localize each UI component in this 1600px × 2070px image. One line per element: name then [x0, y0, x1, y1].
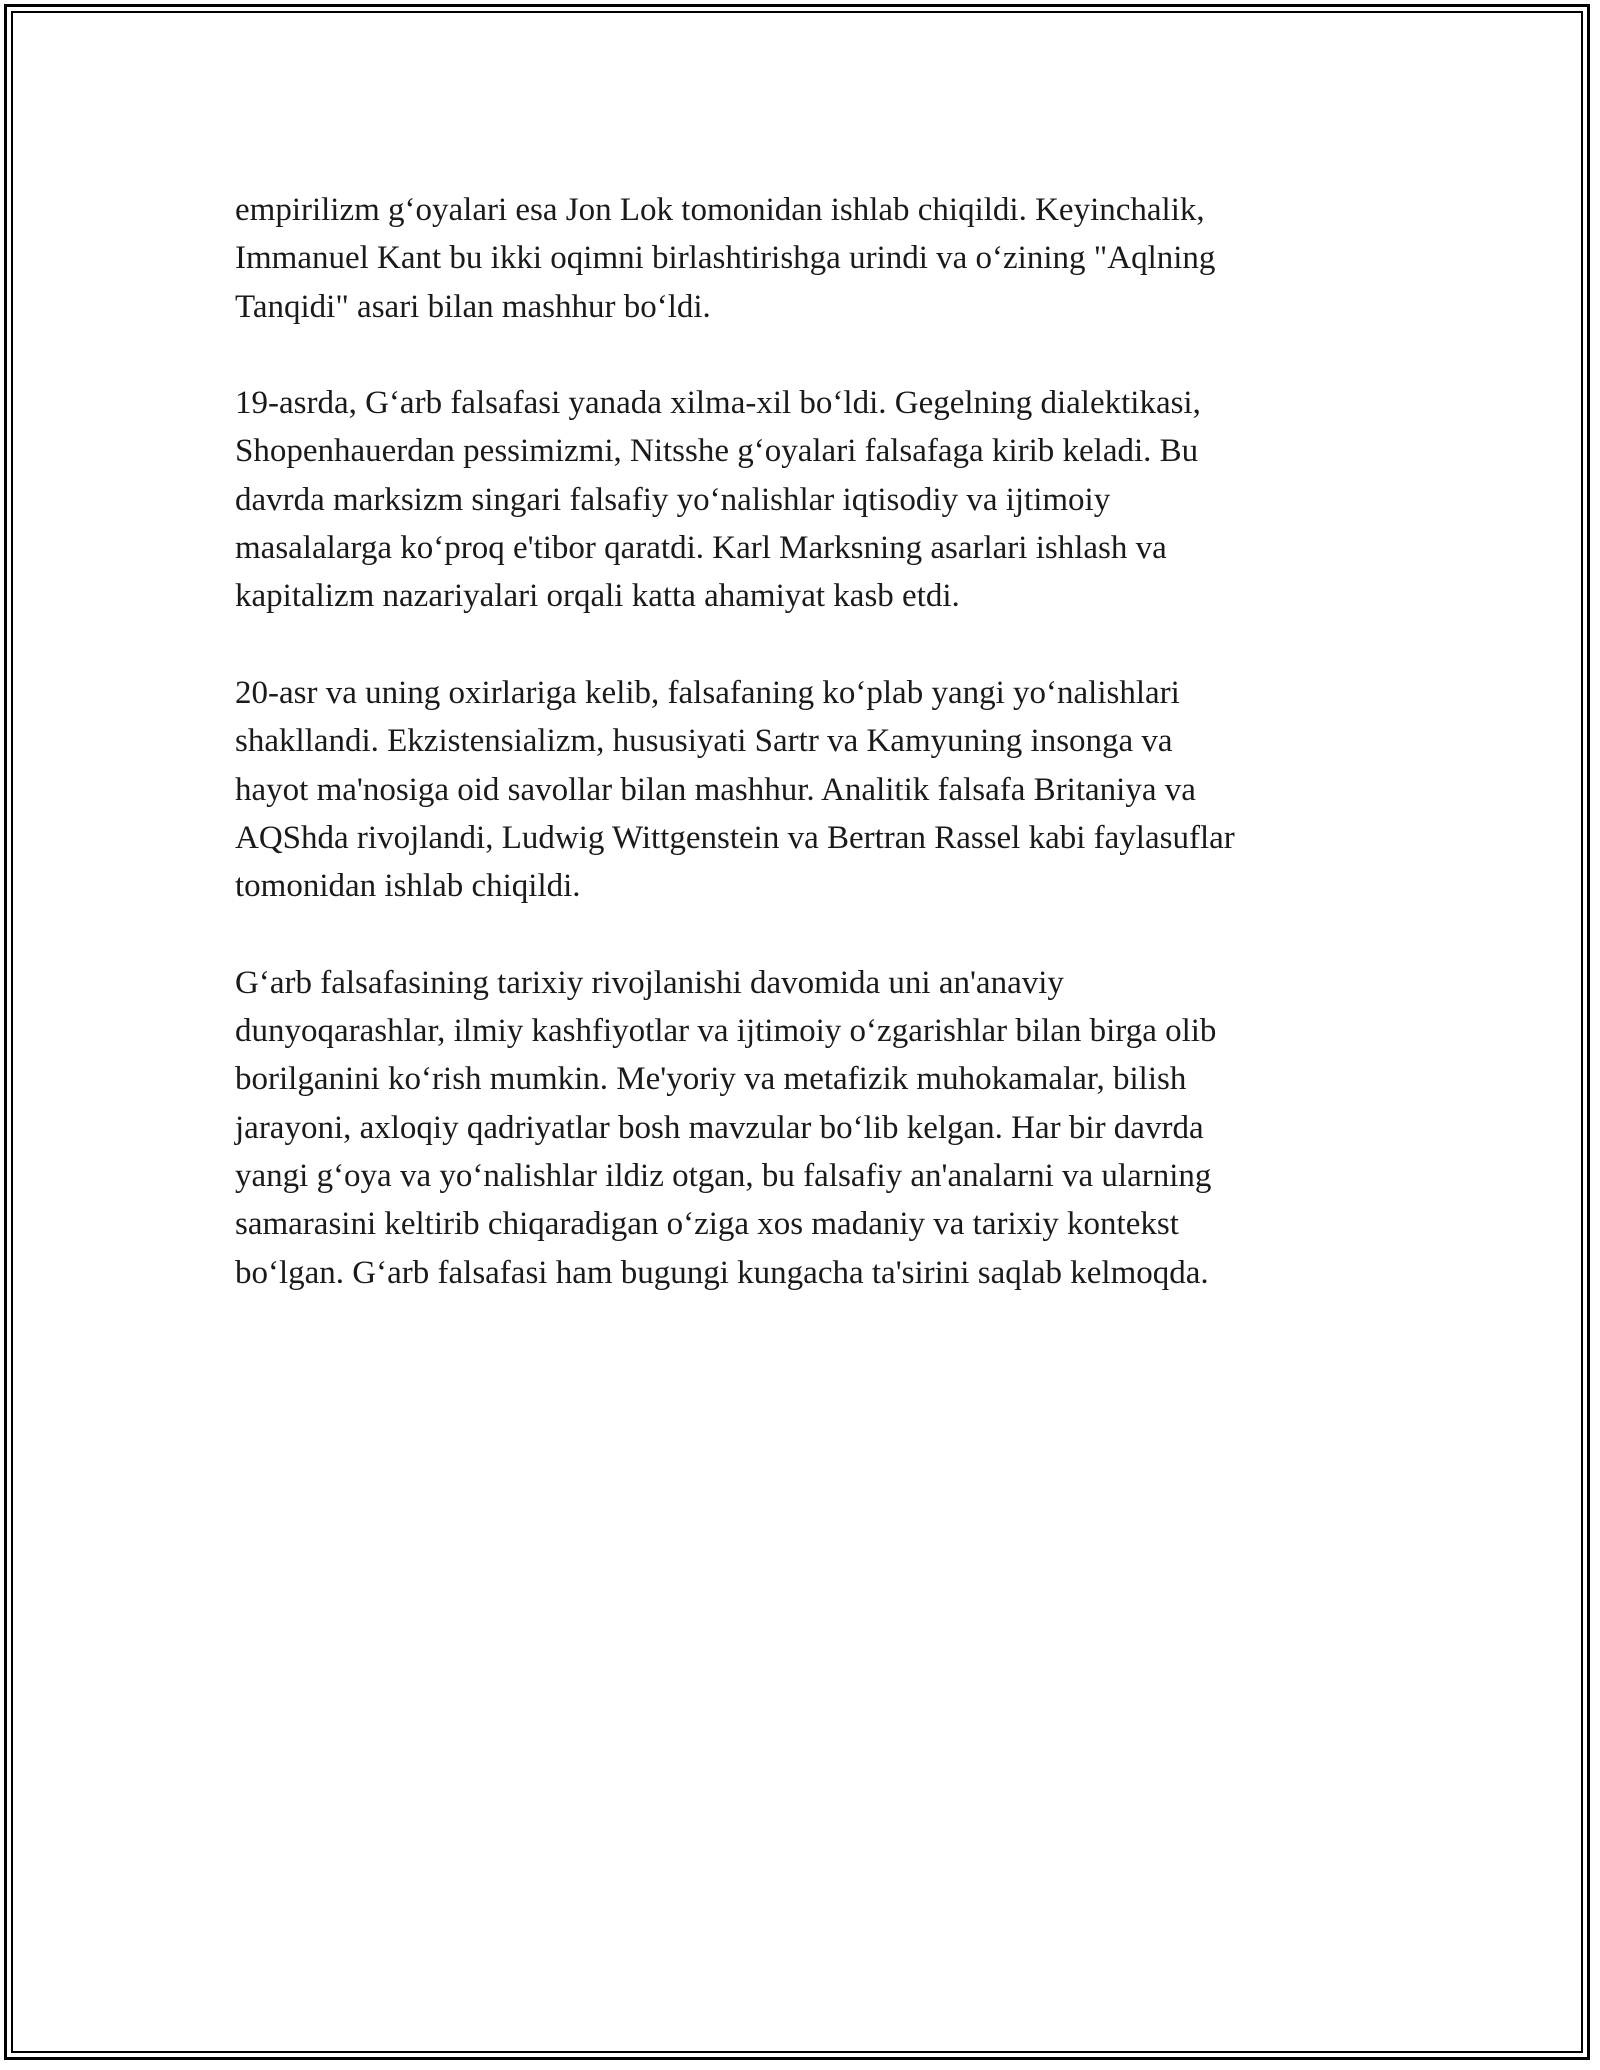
text-line: samarasini keltirib chiqaradigan o‘ziga xos madaniy va tarixiy kontekst	[235, 1206, 1179, 1243]
text-line: G‘arb falsafasining tarixiy rivojlanishi davomida uni an'anaviy	[235, 964, 1064, 1001]
text-line: Tanqidi" asari bilan mashhur bo‘ldi.	[235, 288, 711, 325]
text-line: Immanuel Kant bu ikki oqimni birlashtirishga urindi va o‘zining "Aqlning	[235, 240, 1216, 277]
text-line: 19-asrda, G‘arb falsafasi yanada xilma-xil bo‘ldi. Gegelning dialektikasi,	[235, 385, 1201, 422]
text-line: borilganini ko‘rish mumkin. Me'yoriy va metafizik muhokamalar, bilish	[235, 1061, 1187, 1098]
paragraph-20th-century	[235, 669, 1355, 910]
text-line: 20-asr va uning oxirlariga kelib, falsafaning ko‘plab yangi yo‘nalishlari	[235, 674, 1180, 711]
text-line: AQShda rivojlandi, Ludwig Wittgenstein va Bertran Rassel kabi faylasuflar	[235, 819, 1235, 856]
text-line: empirilizm g‘oyalari esa Jon Lok tomonidan ishlab chiqildi. Keyinchalik,	[235, 192, 1205, 228]
paragraph-conclusion	[235, 959, 1355, 1297]
text-line: kapitalizm nazariyalari orqali katta ahamiyat kasb etdi.	[235, 578, 960, 615]
text-line: dunyoqarashlar, ilmiy kashfiyotlar va ijtimoiy o‘zgarishlar bilan birga olib	[235, 1013, 1217, 1050]
text-line: Shopenhauerdan pessimizmi, Nitsshe g‘oyalari falsafaga kirib keladi. Bu	[235, 433, 1199, 470]
text-line: bo‘lgan. G‘arb falsafasi ham bugungi kungacha ta'sirini saqlab kelmoqda.	[235, 1254, 1209, 1291]
paragraph-empiricism	[235, 186, 1355, 331]
paragraph-19th-century	[235, 379, 1355, 620]
text-line: shakllandi. Ekzistensializm, hususiyati Sartr va Kamyuning insonga va	[235, 723, 1173, 760]
document-body	[235, 186, 1355, 1345]
text-line: davrda marksizm singari falsafiy yo‘nalishlar iqtisodiy va ijtimoiy	[235, 481, 1111, 518]
text-line: masalalarga ko‘proq e'tibor qaratdi. Karl Marksning asarlari ishlash va	[235, 530, 1167, 567]
text-line: jarayoni, axloqiy qadriyatlar bosh mavzular bo‘lib kelgan. Har bir davrda	[235, 1109, 1204, 1146]
text-line: tomonidan ishlab chiqildi.	[235, 868, 581, 905]
text-line: hayot ma'nosiga oid savollar bilan mashhur. Analitik falsafa Britaniya va	[235, 771, 1196, 808]
text-line: yangi g‘oya va yo‘nalishlar ildiz otgan, bu falsafiy an'analarni va ularning	[235, 1157, 1212, 1194]
